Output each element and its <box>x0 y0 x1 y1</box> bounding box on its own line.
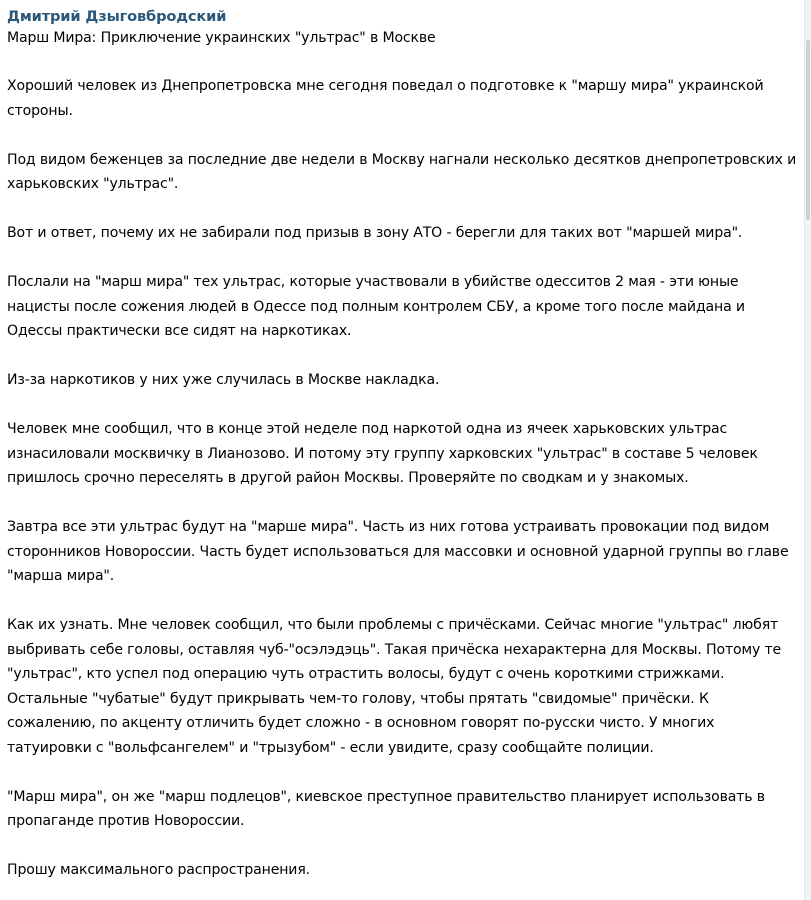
paragraph: Как их узнать. Мне человек сообщил, что были проблемы с причёсками. Сейчас многие "ультрас" любят выбривать себе головы, оставляя чуб-"осэлэдэць". Такая причёска нехарактерна для Москвы. Потому те "ультрас", кто успел под операцию чуть отрастить волосы, будут с очень короткими стрижками. Остальные "чубатые" будут прикрывать чем-то голову, чтобы прятать "свидомые" причёски. К сожалению, по акценту отличить будет сложно - в основном говорят по-русски чисто. У многих татуировки с "вольфсангелем" и "трызубом" - если увидите, сразу сообщайте полиции. <box>7 617 782 756</box>
paragraph: Прошу максимального распространения. <box>7 862 310 878</box>
author-link[interactable]: Дмитрий Дзыговбродский <box>7 8 227 25</box>
scrollbar-thumb[interactable] <box>806 40 810 220</box>
scrollbar[interactable] <box>804 0 811 900</box>
paragraph: Хороший человек из Днепропетровска мне сегодня поведал о подготовке к "маршу мира" украинской стороны. <box>7 78 764 119</box>
paragraph: "Марш мира", он же "марш подлецов", киевское преступное правительство планирует использовать в пропаганде против Новороссии. <box>7 788 765 829</box>
post-title: Марш Мира: Приключение украинских "ультрас" в Москве <box>7 30 436 46</box>
paragraph: Человек мне сообщил, что в конце этой неделе под наркотой одна из ячеек харьковских ультрас изнасиловали москвичку в Лианозово. И потому эту группу харковских "ультрас" в составе 5 человек пришлось срочно переселять в другой район Москвы. Проверяйте по сводкам и у знакомых. <box>7 421 758 486</box>
paragraph: Из-за наркотиков у них уже случилась в Москве накладка. <box>7 372 440 388</box>
paragraph: Вот и ответ, почему их не забирали под призыв в зону АТО - берегли для таких вот "маршей мира". <box>7 225 743 241</box>
paragraph: Под видом беженцев за последние две недели в Москву нагнали несколько десятков днепропетровских и харьковских "ультрас". <box>7 151 797 192</box>
paragraph: Послали на "марш мира" тех ультрас, которые участвовали в убийстве одесситов 2 мая - эти юные нацисты после сожения людей в Одессе под полным контролем СБУ, а кроме того после майдана и Одессы практически все сидят на наркотиках. <box>7 274 745 339</box>
paragraph: Завтра все эти ультрас будут на "марше мира". Часть из них готова устраивать провокации под видом сторонников Новороссии. Часть будет использоваться для массовки и основной ударной группы во главе "марша мира". <box>7 519 789 584</box>
